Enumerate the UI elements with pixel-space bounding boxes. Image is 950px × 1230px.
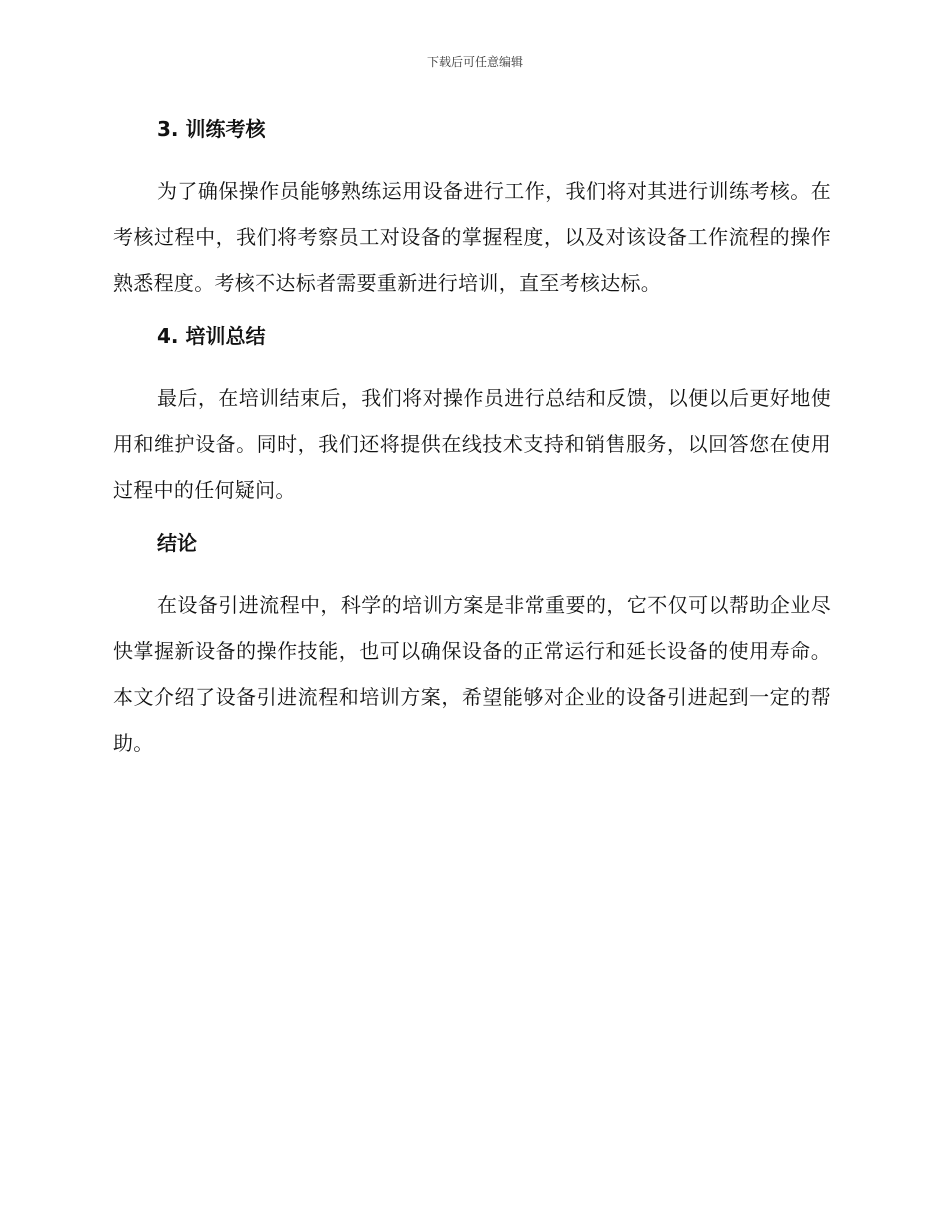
section-heading-conclusion: 结论 (157, 531, 197, 555)
document-body (113, 110, 831, 766)
section-paragraph-conclusion: 在设备引进流程中，科学的培训方案是非常重要的，它不仅可以帮助企业尽快掌握新设备的操作技能，也可以确保设备的正常运行和延长设备的使用寿命。本文介绍了设备引进流程和培训方案，希望能够对企业的设备引进起到一定的帮助。 (113, 593, 831, 755)
section-paragraph-training-assessment: 为了确保操作员能够熟练运用设备进行工作，我们将对其进行训练考核。在考核过程中，我们将考察员工对设备的掌握程度，以及对该设备工作流程的操作熟悉程度。考核不达标者需要重新进行培训，直至考核达标。 (113, 179, 831, 295)
header-note: 下载后可任意编辑 (426, 55, 523, 69)
section-paragraph-training-summary: 最后，在培训结束后，我们将对操作员进行总结和反馈，以便以后更好地使用和维护设备。同时，我们还将提供在线技术支持和销售服务，以回答您在使用过程中的任何疑问。 (113, 386, 831, 502)
section-heading-training-summary: 4. 培训总结 (157, 324, 266, 348)
section-heading-training-assessment: 3. 训练考核 (157, 117, 266, 141)
